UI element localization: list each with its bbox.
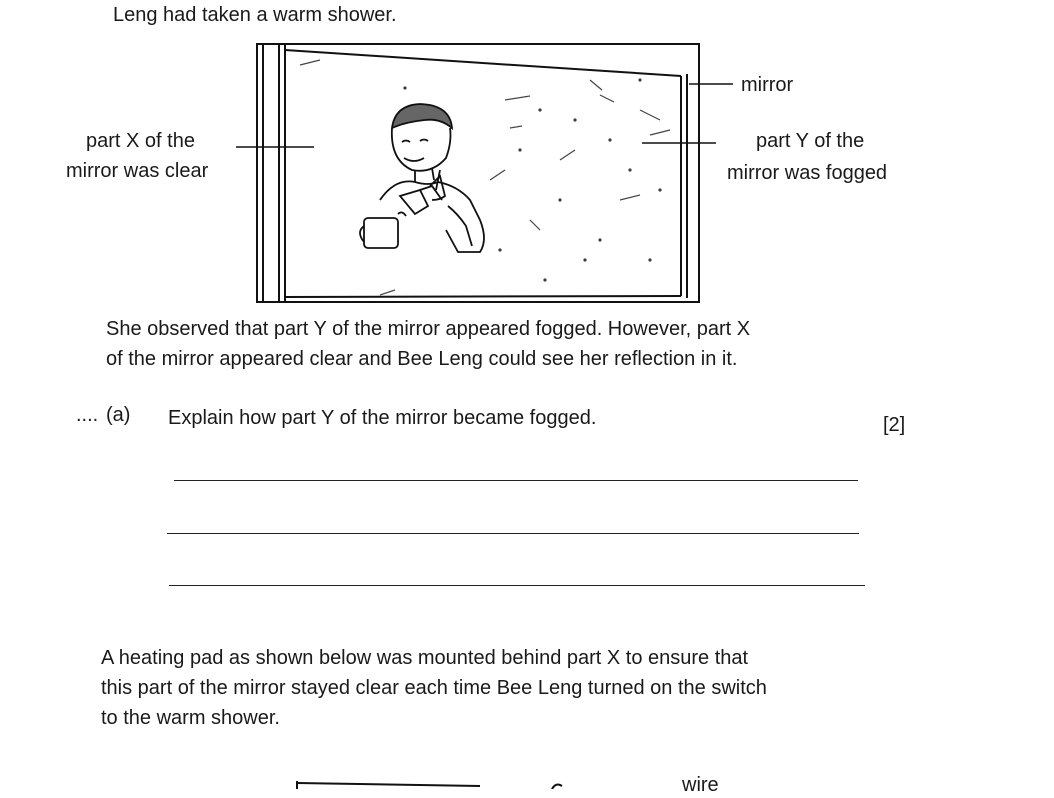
part-x-label-line2: mirror was clear [66, 160, 209, 182]
heating-pad-line2: this part of the mirror stayed clear each time Bee Leng turned on the switch [101, 677, 767, 699]
observation-line1: She observed that part Y of the mirror appeared fogged. However, part X [106, 318, 751, 340]
question-a-marks: [2] [883, 414, 906, 436]
fog-speckles [300, 60, 670, 295]
girl-reflection [360, 104, 484, 252]
question-prefix-dots: .... [76, 404, 99, 426]
heating-pad-line1: A heating pad as shown below was mounted behind part X to ensure that [101, 647, 749, 669]
part-y-label-line1: part Y of the [756, 130, 865, 152]
part-y-label-line2: mirror was fogged [727, 162, 888, 184]
answer-line-2[interactable] [167, 533, 859, 534]
question-a-text: Explain how part Y of the mirror became fogged. [168, 407, 597, 429]
question-a-number: (a) [106, 404, 131, 426]
heating-pad-line3: to the warm shower. [101, 707, 280, 729]
observation-line2: of the mirror appeared clear and Bee Leng could see her reflection in it. [106, 348, 738, 370]
wire-label: wire [682, 774, 719, 796]
answer-line-3[interactable] [169, 585, 865, 586]
heating-pad-partial [297, 781, 562, 789]
mirror-frame [257, 44, 699, 302]
answer-line-1[interactable] [174, 480, 858, 481]
part-x-label-line1: part X of the [86, 130, 195, 152]
label-leaders [236, 84, 733, 147]
intro-text: Leng had taken a warm shower. [113, 4, 397, 26]
mirror-label: mirror [741, 74, 794, 96]
